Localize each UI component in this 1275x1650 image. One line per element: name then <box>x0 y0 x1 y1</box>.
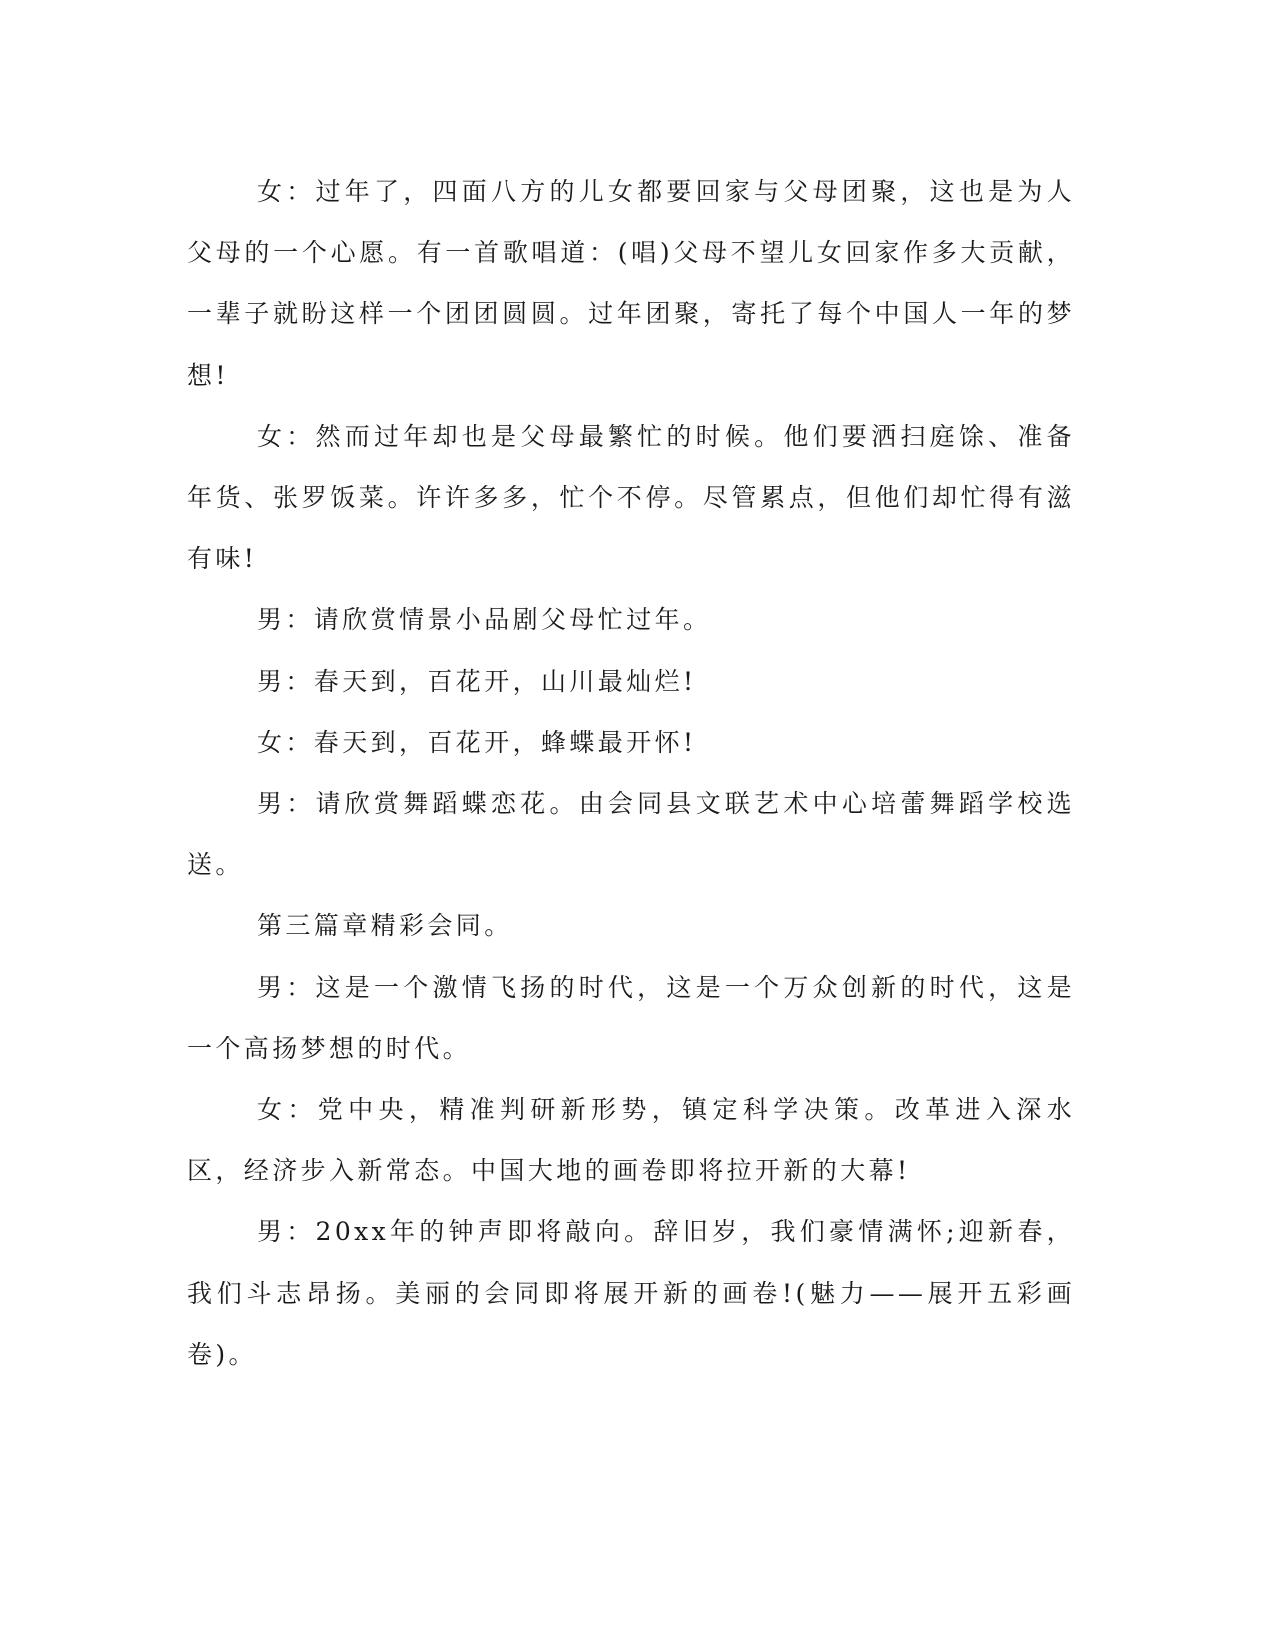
paragraph-10: 男：20xx年的钟声即将敲向。辞旧岁，我们豪情满怀;迎新春，我们斗志昂扬。美丽的会同即将展开新的画卷!(魅力——展开五彩画卷)。 <box>187 1217 1075 1369</box>
paragraph-1: 女：过年了，四面八方的儿女都要回家与父母团聚，这也是为人父母的一个心愿。有一首歌唱道：(唱)父母不望儿女回家作多大贡献，一辈子就盼这样一个团团圆圆。过年团聚，寄托了每个中国人一年的梦想! <box>187 177 1075 390</box>
paragraph-3: 男：请欣赏情景小品剧父母忙过年。 <box>257 605 712 635</box>
paragraph-8: 男：这是一个激情飞扬的时代，这是一个万众创新的时代，这是一个高扬梦想的时代。 <box>187 972 1075 1063</box>
document-body <box>187 161 1075 1385</box>
paragraph-2: 女：然而过年却也是父母最繁忙的时候。他们要洒扫庭馀、准备年货、张罗饭菜。许许多多，忙个不停。尽管累点，但他们却忙得有滋有味! <box>187 421 1075 574</box>
paragraph-6: 男：请欣赏舞蹈蝶恋花。由会同县文联艺术中心培蕾舞蹈学校选送。 <box>187 789 1075 880</box>
paragraph-5: 女：春天到，百花开，蜂蝶最开怀! <box>257 727 697 757</box>
section-heading: 第三篇章精彩会同。 <box>257 911 513 941</box>
paragraph-9: 女：党中央，精准判研新形势，镇定科学决策。改革进入深水区，经济步入新常态。中国大地的画卷即将拉开新的大幕! <box>187 1095 1075 1186</box>
paragraph-4: 男：春天到，百花开，山川最灿烂! <box>257 666 697 696</box>
